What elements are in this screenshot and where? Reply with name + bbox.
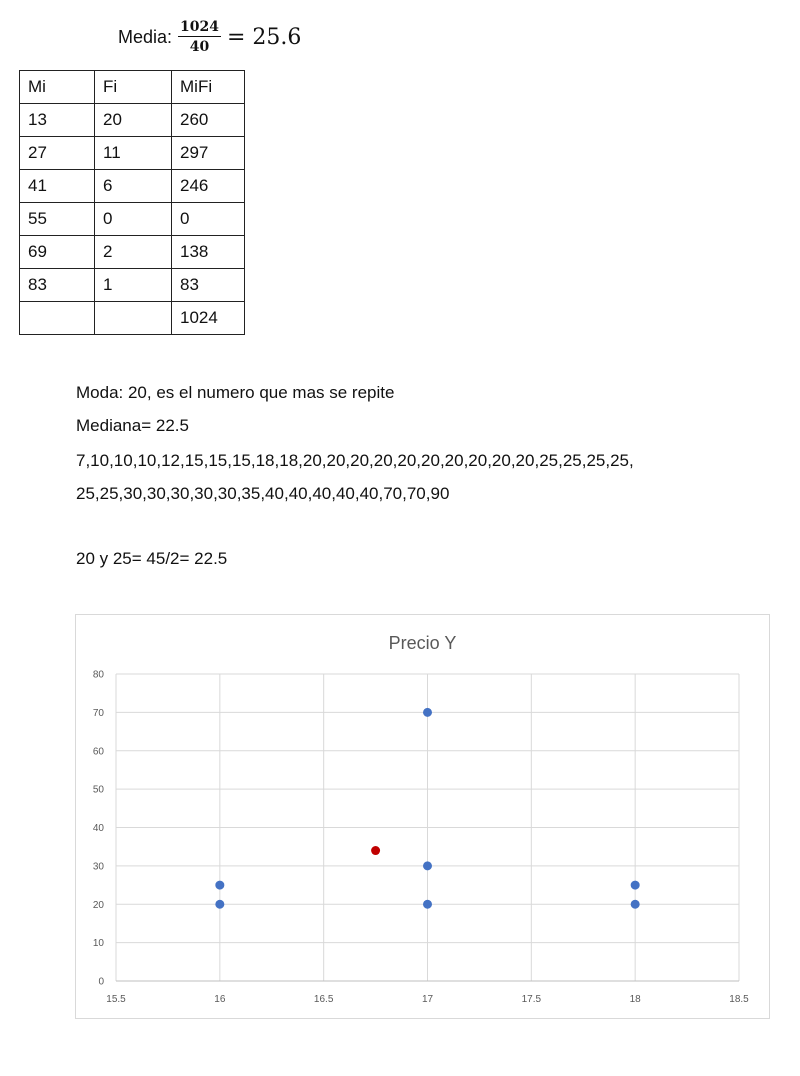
table-cell: 41 [20, 170, 95, 203]
x-tick-label: 18.5 [729, 994, 749, 1005]
y-tick-label: 30 [92, 861, 104, 873]
table-header-cell: Fi [95, 71, 172, 104]
table-cell: 55 [20, 203, 95, 236]
table-cell: 2 [95, 236, 172, 269]
chart-title: Precio Y [388, 633, 457, 653]
table-cell: 6 [95, 170, 172, 203]
media-formula [118, 12, 301, 62]
table-header-row [20, 71, 245, 104]
media-label: Media: [118, 26, 173, 47]
median-calculation: 20 y 25= 45/2= 22.5 [76, 549, 228, 568]
x-tick-label: 17.5 [521, 994, 542, 1005]
table-cell: 13 [20, 104, 95, 137]
table-cell: 69 [20, 236, 95, 269]
chart-plot-area [76, 615, 769, 1018]
table-cell: 0 [172, 203, 245, 236]
data-point [215, 881, 224, 890]
y-tick-label: 0 [98, 976, 104, 988]
mediana-text: Mediana= 22.5 [76, 416, 189, 435]
x-tick-label: 17 [421, 994, 434, 1005]
table-row [20, 170, 245, 203]
table-row [20, 137, 245, 170]
media-denominator: 40 [189, 39, 210, 55]
table-total-row [20, 302, 245, 335]
y-tick-label: 60 [92, 746, 104, 758]
table-cell: 260 [172, 104, 245, 137]
table-total-cell: 1024 [172, 302, 245, 335]
table-cell: 20 [95, 104, 172, 137]
table-row [20, 203, 245, 236]
y-tick-label: 70 [92, 707, 104, 719]
table-header-cell: Mi [20, 71, 95, 104]
y-tick-label: 40 [92, 823, 104, 834]
table-cell: 1 [95, 269, 172, 302]
table-row [20, 104, 245, 137]
x-tick-label: 15.5 [106, 994, 126, 1005]
table-cell: 11 [95, 137, 172, 170]
y-tick-label: 20 [92, 899, 104, 911]
y-tick-label: 50 [92, 784, 104, 796]
table-cell: 83 [172, 269, 245, 302]
table-cell [95, 302, 172, 335]
data-point [423, 708, 432, 717]
ordered-data-line-1: 7,10,10,10,12,15,15,15,18,18,20,20,20,20,20,20,20,20,20,20,25,25,25,25, [76, 451, 634, 470]
table-cell: 0 [95, 203, 172, 236]
media-numerator: 1024 [180, 19, 219, 35]
table-cell [20, 302, 95, 335]
data-point [423, 861, 432, 870]
x-tick-label: 16 [214, 994, 226, 1005]
scatter-chart [75, 614, 770, 1019]
data-point [215, 900, 224, 909]
moda-text: Moda: 20, es el numero que mas se repite [76, 383, 395, 402]
data-point [423, 900, 432, 909]
table-cell: 297 [172, 137, 245, 170]
table-row [20, 269, 245, 302]
table-cell: 27 [20, 137, 95, 170]
table-row [20, 236, 245, 269]
ordered-data-line-2: 25,25,30,30,30,30,30,35,40,40,40,40,40,70,70,90 [76, 484, 450, 503]
table-header-cell: MiFi [172, 71, 245, 104]
data-point [631, 900, 640, 909]
table-cell: 246 [172, 170, 245, 203]
data-point [631, 881, 640, 890]
media-result: = 25.6 [227, 24, 302, 50]
media-fraction [178, 19, 221, 55]
y-tick-label: 10 [92, 938, 104, 950]
y-tick-label: 80 [92, 669, 104, 681]
x-tick-label: 18 [629, 994, 641, 1005]
data-point [371, 846, 380, 855]
x-tick-label: 16.5 [313, 994, 334, 1005]
table-cell: 83 [20, 269, 95, 302]
table-cell: 138 [172, 236, 245, 269]
frequency-table [19, 70, 245, 335]
